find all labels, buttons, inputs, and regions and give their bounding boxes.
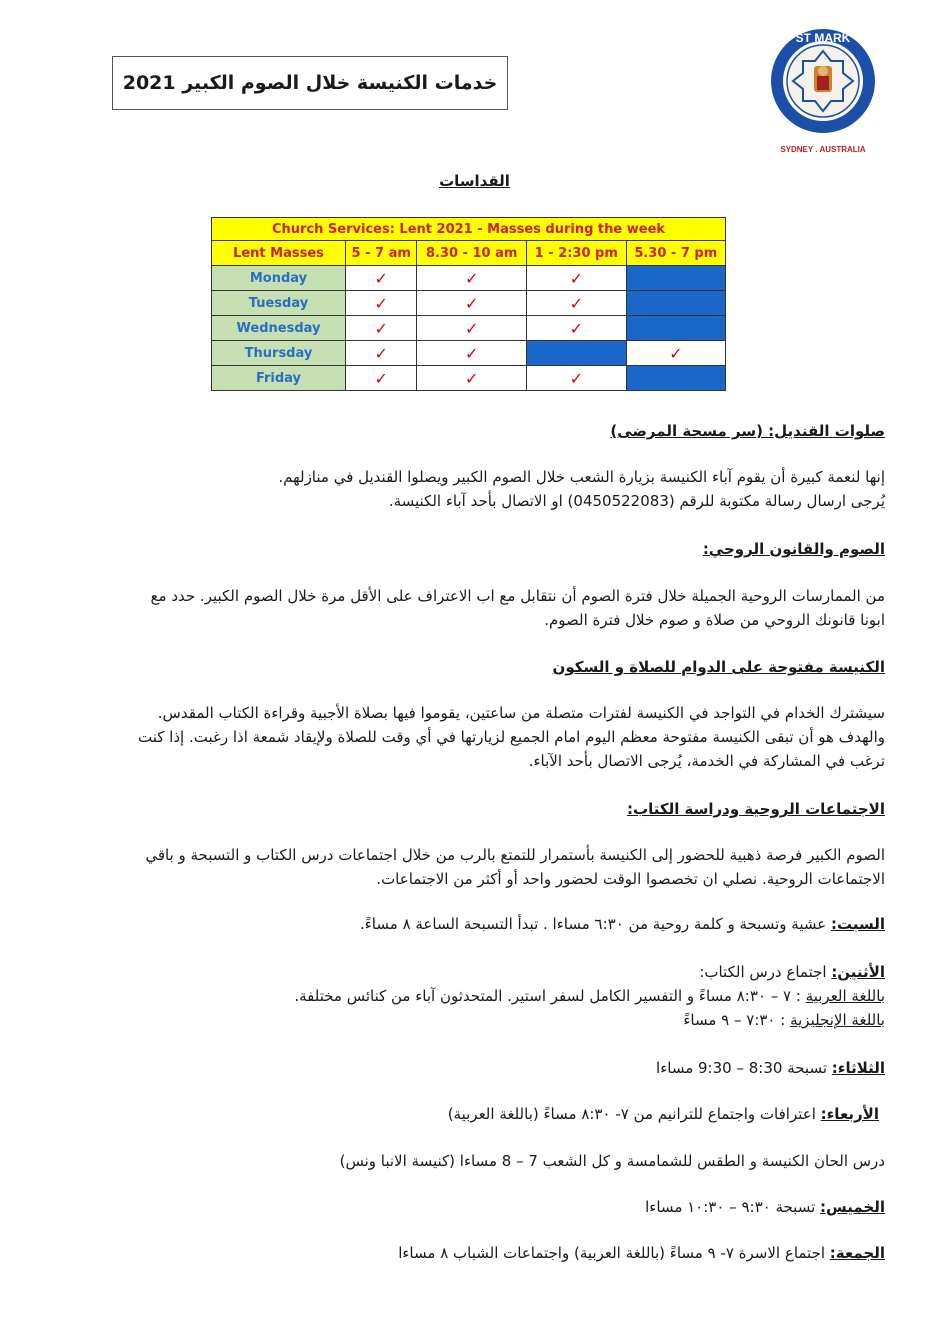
unction-line-2: يُرجى ارسال رسالة مكتوبة للرقم (0450522083) او الاتصال بأحد آباء الكنيسة. [388,492,885,510]
schedule-monday-english [65,1008,885,1032]
table-row [212,316,726,341]
thursday-label: الخميس: [820,1198,885,1216]
column-header: 8.30 - 10 am [417,241,526,266]
fasting-heading: الصوم والقانون الروحي: [702,540,885,558]
check-icon: ✓ [417,366,526,391]
unavailable-cell [626,316,725,341]
check-icon: ✓ [526,291,626,316]
tuesday-label: الثلاثاء: [831,1059,885,1077]
check-icon: ✓ [346,266,417,291]
schedule-thursday [65,1195,885,1219]
column-header: 5.30 - 7 pm [626,241,725,266]
day-cell: Monday [212,266,346,291]
fasting-line-1: من الممارسات الروحية الجميلة خلال فترة الصوم أن نتقابل مع اب الاعتراف على الأقل مرة خلال الصوم الكبير. حدد مع [150,587,885,605]
schedule-wednesday [59,1102,879,1126]
svg-text:ST MARK: ST MARK [795,31,851,45]
monday-english-text: : ٧:٣٠ – ٩ مساءً [683,1011,791,1029]
monday-arabic-text: : ٧ – ٨:٣٠ مساءً و التفسير الكامل لسفر استير. المتحدثون آباء من كنائس مختلفة. [294,987,806,1005]
open-church-line-2: والهدف هو أن تبقى الكنيسة مفتوحة معظم اليوم امام الجميع لزيارتها في أي وقت للصلاة ولإيقاد شمعة اذا رغبت. إذا كنت [138,728,885,746]
day-cell: Tuesday [212,291,346,316]
wednesday-text: اعترافات واجتماع للترانيم من ٧- ٨:٣٠ مساءً (باللغة العربية) [447,1105,821,1123]
tuesday-text: تسبحة 8:30 – 9:30 مساءا [656,1059,832,1077]
logo-location: SYDNEY . AUSTRALIA [780,145,866,154]
unavailable-cell [626,266,725,291]
column-header: 5 - 7 am [346,241,417,266]
document-title: خدمات الكنيسة خلال الصوم الكبير 2021 [112,56,508,110]
schedule-friday [65,1241,885,1265]
unction-heading: صلوات القنديل: (سر مسحة المرضى) [610,422,885,440]
check-icon: ✓ [346,341,417,366]
check-icon: ✓ [526,266,626,291]
column-header: Lent Masses [212,241,346,266]
meetings-line-2: الاجتماعات الروحية. نصلي ان تخصصوا الوقت لحضور واحد أو أكثر من الاجتماعات. [376,870,885,888]
monday-arabic-label: باللغة العربية [805,987,885,1005]
table-row [212,366,726,391]
table-row [212,341,726,366]
schedule-tuesday [65,1056,885,1080]
saturday-text: عشية وتسبحة و كلمة روحية من ٦:٣٠ مساءا . تبدأ التسبحة الساعة ٨ مساءً. [359,915,831,933]
check-icon: ✓ [346,316,417,341]
unavailable-cell [626,291,725,316]
meetings-line-1: الصوم الكبير فرصة ذهبية للحضور إلى الكنيسة بأستمرار للتمتع بالرب من خلال اجتماعات درس الكتاب و التسبحة و باقي [145,846,885,864]
church-logo-icon [768,26,878,154]
day-cell: Thursday [212,341,346,366]
check-icon: ✓ [417,266,526,291]
monday-label: الأثنين: [831,963,885,981]
fasting-line-2: ابونا قانونك الروحي من صلاة و صوم خلال فترة الصوم. [544,611,885,629]
check-icon: ✓ [526,316,626,341]
schedule-saturday [65,912,885,936]
check-icon: ✓ [417,291,526,316]
monday-english-label: باللغة الإنجليزية [790,1011,885,1029]
table-row [212,266,726,291]
church-logo [768,26,878,154]
open-church-line-1: سيشترك الخدام في التواجد في الكنيسة لفترات متصلة من ساعتين، يقوموا فيها بصلاة الأجبية وقراءة الكتاب المقدس. [157,704,885,722]
day-cell: Friday [212,366,346,391]
check-icon: ✓ [417,341,526,366]
meetings-heading: الاجتماعات الروحية ودراسة الكتاب: [627,800,885,818]
thursday-text: تسبحة ٩:٣٠ – ١٠:٣٠ مساءا [645,1198,821,1216]
unavailable-cell [626,366,725,391]
column-header: 1 - 2:30 pm [526,241,626,266]
monday-text: اجتماع درس الكتاب: [699,963,832,981]
check-icon: ✓ [346,291,417,316]
check-icon: ✓ [346,366,417,391]
table-row [212,291,726,316]
friday-label: الجمعة: [829,1244,885,1262]
schedule-monday-arabic [65,984,885,1008]
open-church-line-3: ترغب في المشاركة في الخدمة، يُرجى الاتصال بأحد الآباء. [528,752,885,770]
friday-text: اجتماع الاسرة ٧- ٩ مساءً (باللغة العربية) واجتماعات الشباب ٨ مساءا [398,1244,830,1262]
unction-line-1: إنها لنعمة كبيرة أن يقوم آباء الكنيسة بزيارة الشعب خلال الصوم الكبير ويصلوا القنديل في منازلهم. [278,468,885,486]
saturday-label: السبت: [830,915,885,933]
day-cell: Wednesday [212,316,346,341]
check-icon: ✓ [626,341,725,366]
open-church-heading: الكنيسة مفتوحة على الدوام للصلاة و السكون [552,658,885,676]
unavailable-cell [526,341,626,366]
wednesday-label: الأربعاء: [820,1105,879,1123]
schedule-monday [65,960,885,984]
table-title: Church Services: Lent 2021 - Masses during the week [212,218,726,241]
check-icon: ✓ [526,366,626,391]
masses-table [211,217,726,391]
masses-heading: القداسات [439,172,510,190]
schedule-wednesday-2: درس الحان الكنيسة و الطقس للشمامسة و كل الشعب 7 – 8 مساءا (كنيسة الانبا ونس) [339,1152,885,1170]
check-icon: ✓ [417,316,526,341]
